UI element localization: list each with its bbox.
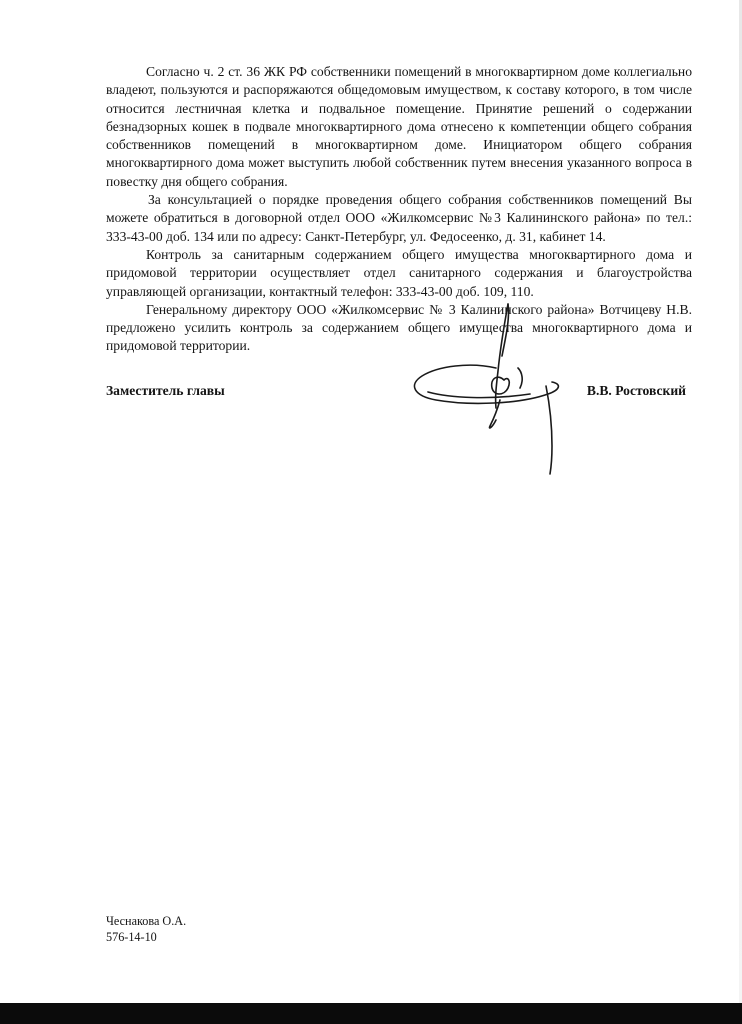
letter-body (106, 63, 692, 356)
scan-bottom-edge (0, 1003, 742, 1024)
paragraph-director-instruction: Генеральному директору ООО «Жилкомсервис № 3 Калининского района» Вотчицеву Н.В. предложено усилить контроль за содержанием общего имущества многоквартирного дома и придомовой территории. (106, 301, 692, 354)
executor-name: Чеснакова О.А. (106, 914, 187, 928)
handwritten-signature (400, 296, 580, 481)
signatory-title: Заместитель главы (106, 383, 225, 398)
paragraph-sanitary-control: Контроль за санитарным содержанием общего имущества многоквартирного дома и придомовой территории осуществляет отдел санитарного содержания и благоустройства управляющей организации, контактный телефон: 333-43-00 доб. 109, 110. (106, 246, 692, 299)
executor-info (106, 913, 186, 945)
executor-phone: 576-14-10 (106, 930, 157, 944)
signatory-name: В.В. Ростовский (586, 383, 686, 398)
paragraph-consultation: За консультацией о порядке проведения общего собрания собственников помещений Вы можете обратиться в договорной отдел ООО «Жилкомсервис №3 Калининского района» по тел.: 333-43-00 доб. 134 или по адресу: Санкт-Петербург, ул. Федосеенко, д. 31, кабинет 14. (106, 192, 692, 244)
paragraph-ownership: Согласно ч. 2 ст. 36 ЖК РФ собственники помещений в многоквартирном доме коллегиально владеют, пользуются и распоряжаются общедомовым имуществом, к составу которого, в том числе относится лестничная клетка и подвальное помещение. Принятие решений о содержании безнадзорных кошек в подвале многоквартирного дома отнесено к компетенции общего собрания собственников помещений в многоквартирном доме. Инициатором общего собрания многоквартирного дома может выступить любой собственник путем внесения указанного вопроса в повестку дня общего собрания. (106, 64, 692, 189)
